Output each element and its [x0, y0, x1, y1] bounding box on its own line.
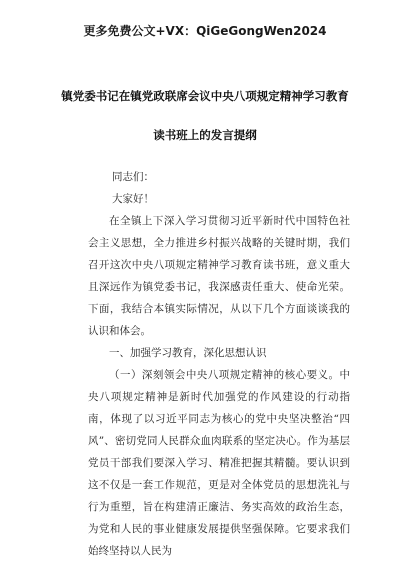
promo-header: 更多免费公文+VX：QiGeGongWen2024	[83, 24, 327, 38]
section-1-subsection-1: （一）深刻领会中央八项规定精神的核心要义。中央八项规定精神是新时代加强党的作风建设的行动指南，体现了以习近平同志为核心的党中央坚决整治“四风”、密切党同人民群众血肉联系的坚定决心。作为基层党员干部我们要深入学习、精准把握其精髓。要认识到这不仅是一套工作规范，更是对全体党员的思想洗礼与行为重塑，旨在构建清正廉洁、务实高效的政治生态，为党和人民的事业健康发展提供坚强保障。它要求我们始终坚持以人民为	[88, 369, 350, 557]
salutation: 同志们：	[112, 171, 154, 183]
greeting: 大家好！	[112, 193, 154, 205]
document-body	[88, 166, 350, 562]
section-1-heading: 一、加强学习教育，深化思想认识	[109, 347, 267, 359]
intro-paragraph: 在全镇上下深入学习贯彻习近平新时代中国特色社会主义思想，全力推进乡村振兴战略的关键时期，我们召开这次中央八项规定精神学习教育读书班，意义重大且深远作为镇党委书记，我深感责任重大、使命光荣。下面，我结合本镇实际情况，从以下几个方面谈谈我的认识和体会。	[88, 215, 350, 337]
document-title-line-2: 读书班上的发言提纲	[153, 128, 257, 142]
document-title-line-1: 镇党委书记在镇党政联席会议中央八项规定精神学习教育	[61, 89, 349, 103]
